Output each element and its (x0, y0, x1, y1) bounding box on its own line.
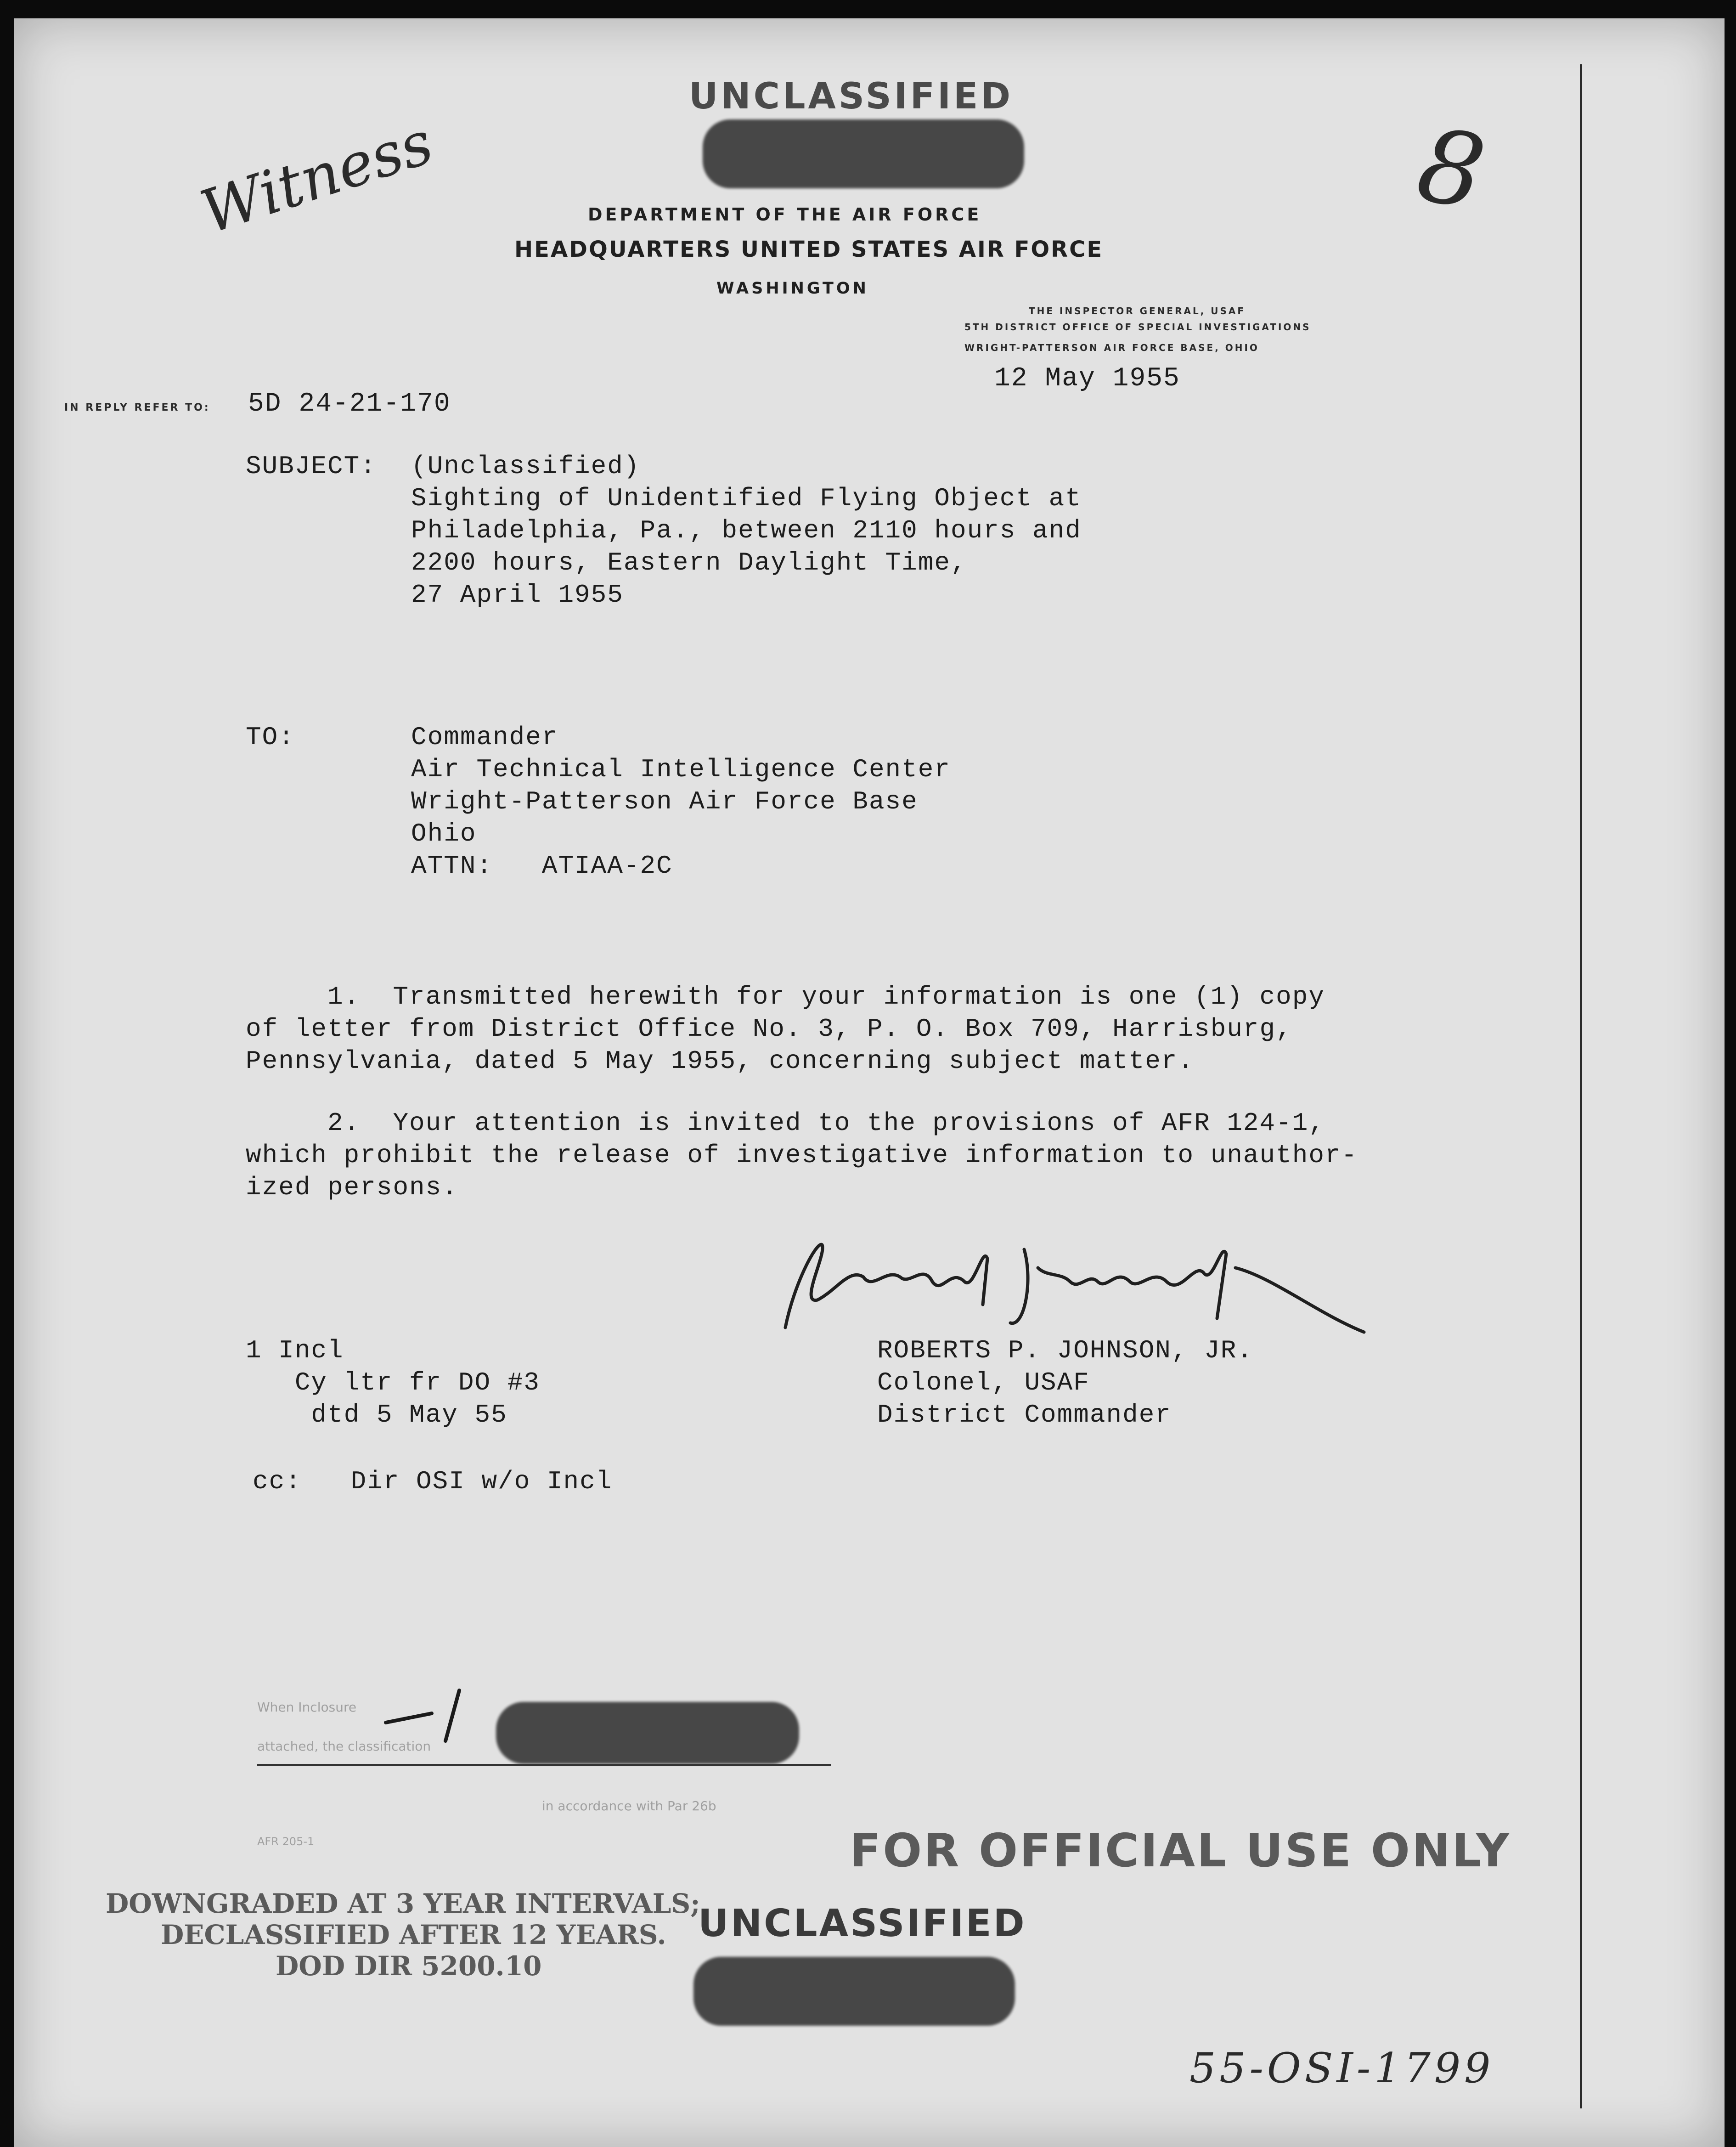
handwritten-page-mark: 8 (1409, 105, 1494, 233)
downgrade-stamp (106, 1888, 700, 1982)
downgrade-line-2: DECLASSIFIED AFTER 12 YEARS. (161, 1919, 666, 1950)
handwritten-witness: Witness (192, 107, 441, 248)
signature (767, 1213, 1456, 1350)
paragraph-line: 1. Transmitted herewith for your information is one (1) copy (246, 982, 1325, 1011)
paragraph-line: 2. Your attention is invited to the provisions of AFR 124-1, (246, 1108, 1325, 1138)
letterhead-dept: DEPARTMENT OF THE AIR FORCE (588, 204, 982, 225)
office-line-3: WRIGHT-PATTERSON AIR FORCE BASE, OHIO (964, 342, 1259, 353)
notation-rule (257, 1764, 831, 1766)
subject-line: 2200 hours, Eastern Daylight Time, (411, 548, 967, 577)
bottom-redaction (693, 1957, 1015, 2026)
paragraph-line: Pennsylvania, dated 5 May 1955, concerning subject matter. (246, 1046, 1195, 1076)
to-block (411, 721, 951, 882)
signer-block (877, 1334, 1253, 1431)
notation-line-2: attached, the classification (257, 1739, 431, 1754)
signer-title: District Commander (877, 1400, 1172, 1429)
letter-date: 12 May 1955 (994, 364, 1180, 394)
notation-line-3: in accordance with Par 26b (542, 1798, 716, 1814)
to-line: ATTN: ATIAA-2C (411, 851, 673, 881)
signer-name: ROBERTS P. JOHNSON, JR. (877, 1336, 1253, 1365)
top-redaction (703, 119, 1024, 188)
paragraph-2 (246, 1107, 1358, 1203)
enclosure-line: dtd 5 May 55 (246, 1400, 507, 1429)
document-page (14, 18, 1725, 2147)
paragraph-line: ized persons. (246, 1173, 458, 1202)
notation-line-4: AFR 205-1 (257, 1835, 315, 1848)
fouo-stamp: FOR OFFICIAL USE ONLY (850, 1824, 1511, 1877)
subject-label: SUBJECT: (246, 452, 377, 481)
office-line-1: THE INSPECTOR GENERAL, USAF (1029, 305, 1246, 316)
downgrade-line-1: DOWNGRADED AT 3 YEAR INTERVALS; (106, 1888, 700, 1919)
notation-redaction (496, 1702, 799, 1764)
signer-rank: Colonel, USAF (877, 1368, 1090, 1397)
enclosure-block (246, 1334, 540, 1431)
top-classification-stamp: UNCLASSIFIED (689, 76, 1014, 117)
subject-line: Philadelphia, Pa., between 2110 hours and (411, 516, 1082, 545)
letterhead-city: WASHINGTON (716, 279, 869, 298)
to-line: Air Technical Intelligence Center (411, 755, 951, 784)
subject-line: (Unclassified) (411, 452, 640, 481)
paragraph-1 (246, 981, 1325, 1077)
bottom-classification-stamp: UNCLASSIFIED (698, 1902, 1026, 1945)
letterhead-hq: HEADQUARTERS UNITED STATES AIR FORCE (514, 237, 1104, 262)
right-margin-line (1580, 64, 1582, 2108)
to-line: Wright-Patterson Air Force Base (411, 787, 918, 816)
subject-block (411, 450, 1082, 611)
office-line-2: 5TH DISTRICT OFFICE OF SPECIAL INVESTIGATIONS (964, 322, 1311, 333)
to-line: Commander (411, 723, 558, 752)
to-line: Ohio (411, 819, 477, 848)
notation-line-1: When Inclosure (257, 1700, 357, 1715)
reply-reference: 5D 24-21-170 (248, 389, 451, 419)
to-label: TO: (246, 723, 295, 752)
reply-label: IN REPLY REFER TO: (64, 402, 210, 413)
paragraph-line: of letter from District Office No. 3, P. O. Box 709, Harrisburg, (246, 1014, 1292, 1044)
paragraph-line: which prohibit the release of investigative information to unauthor- (246, 1141, 1358, 1170)
subject-line: Sighting of Unidentified Flying Object at (411, 484, 1082, 513)
handwritten-dash (381, 1681, 501, 1746)
enclosure-line: 1 Incl (246, 1336, 344, 1365)
downgrade-line-3: DOD DIR 5200.10 (276, 1950, 542, 1982)
scan-border-top (0, 0, 1736, 18)
enclosure-line: Cy ltr fr DO #3 (246, 1368, 540, 1397)
cc-line: cc: Dir OSI w/o Incl (253, 1467, 613, 1496)
subject-line: 27 April 1955 (411, 580, 624, 610)
handwritten-file-number: 55-OSI-1799 (1189, 2044, 1494, 2092)
